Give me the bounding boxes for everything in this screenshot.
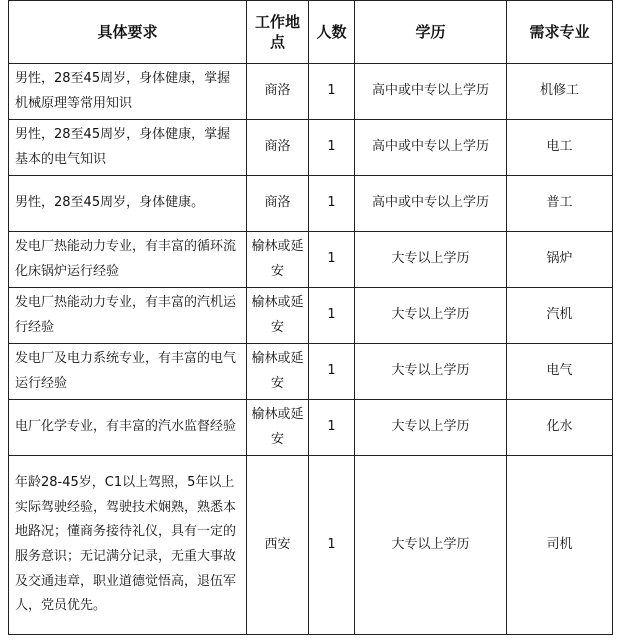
count-cell: 1 — [309, 120, 355, 176]
count-cell: 1 — [309, 456, 355, 635]
education-cell: 大专以上学历 — [355, 232, 507, 288]
location-cell: 榆林或延安 — [247, 400, 309, 456]
requirements-cell: 电厂化学专业，有丰富的汽水监督经验 — [9, 400, 247, 456]
count-cell: 1 — [309, 288, 355, 344]
location-cell: 榆林或延安 — [247, 344, 309, 400]
requirements-cell: 发电厂热能动力专业，有丰富的汽机运行经验 — [9, 288, 247, 344]
table-row — [9, 176, 613, 232]
education-cell: 大专以上学历 — [355, 288, 507, 344]
major-cell: 汽机 — [507, 288, 613, 344]
requirements-cell: 男性，28至45周岁，身体健康。 — [9, 176, 247, 232]
major-cell: 机修工 — [507, 64, 613, 120]
table-row — [9, 64, 613, 120]
requirements-cell: 发电厂热能动力专业，有丰富的循环流化床锅炉运行经验 — [9, 232, 247, 288]
table-row — [9, 120, 613, 176]
location-cell: 榆林或延安 — [247, 232, 309, 288]
education-cell: 大专以上学历 — [355, 400, 507, 456]
major-cell: 化水 — [507, 400, 613, 456]
header-location: 工作地点 — [247, 1, 309, 64]
requirements-cell: 年龄28-45岁，C1以上驾照，5年以上实际驾驶经验，驾驶技术娴熟，熟悉本地路况；懂商务接待礼仪，具有一定的服务意识；无记满分记录，无重大事故及交通违章，职业道德觉悟高，退伍军人，党员优先。 — [9, 456, 247, 635]
major-cell: 普工 — [507, 176, 613, 232]
count-cell: 1 — [309, 64, 355, 120]
education-cell: 高中或中专以上学历 — [355, 176, 507, 232]
table-row — [9, 344, 613, 400]
education-cell: 大专以上学历 — [355, 344, 507, 400]
requirements-cell: 男性，28至45周岁，身体健康，掌握基本的电气知识 — [9, 120, 247, 176]
header-requirements: 具体要求 — [9, 1, 247, 64]
education-cell: 大专以上学历 — [355, 456, 507, 635]
header-count: 人数 — [309, 1, 355, 64]
table-row — [9, 400, 613, 456]
count-cell: 1 — [309, 400, 355, 456]
count-cell: 1 — [309, 344, 355, 400]
major-cell: 电工 — [507, 120, 613, 176]
header-education: 学历 — [355, 1, 507, 64]
table-row — [9, 232, 613, 288]
major-cell: 司机 — [507, 456, 613, 635]
location-cell: 商洛 — [247, 176, 309, 232]
requirements-cell: 男性，28至45周岁，身体健康，掌握机械原理等常用知识 — [9, 64, 247, 120]
recruitment-table-page — [8, 0, 612, 635]
major-cell: 锅炉 — [507, 232, 613, 288]
count-cell: 1 — [309, 232, 355, 288]
table-row — [9, 288, 613, 344]
education-cell: 高中或中专以上学历 — [355, 64, 507, 120]
requirements-cell: 发电厂及电力系统专业，有丰富的电气运行经验 — [9, 344, 247, 400]
location-cell: 商洛 — [247, 120, 309, 176]
table-header-row — [9, 1, 613, 64]
recruitment-table — [8, 0, 613, 635]
header-major: 需求专业 — [507, 1, 613, 64]
table-row — [9, 456, 613, 635]
education-cell: 高中或中专以上学历 — [355, 120, 507, 176]
location-cell: 西安 — [247, 456, 309, 635]
location-cell: 商洛 — [247, 64, 309, 120]
location-cell: 榆林或延安 — [247, 288, 309, 344]
major-cell: 电气 — [507, 344, 613, 400]
count-cell: 1 — [309, 176, 355, 232]
